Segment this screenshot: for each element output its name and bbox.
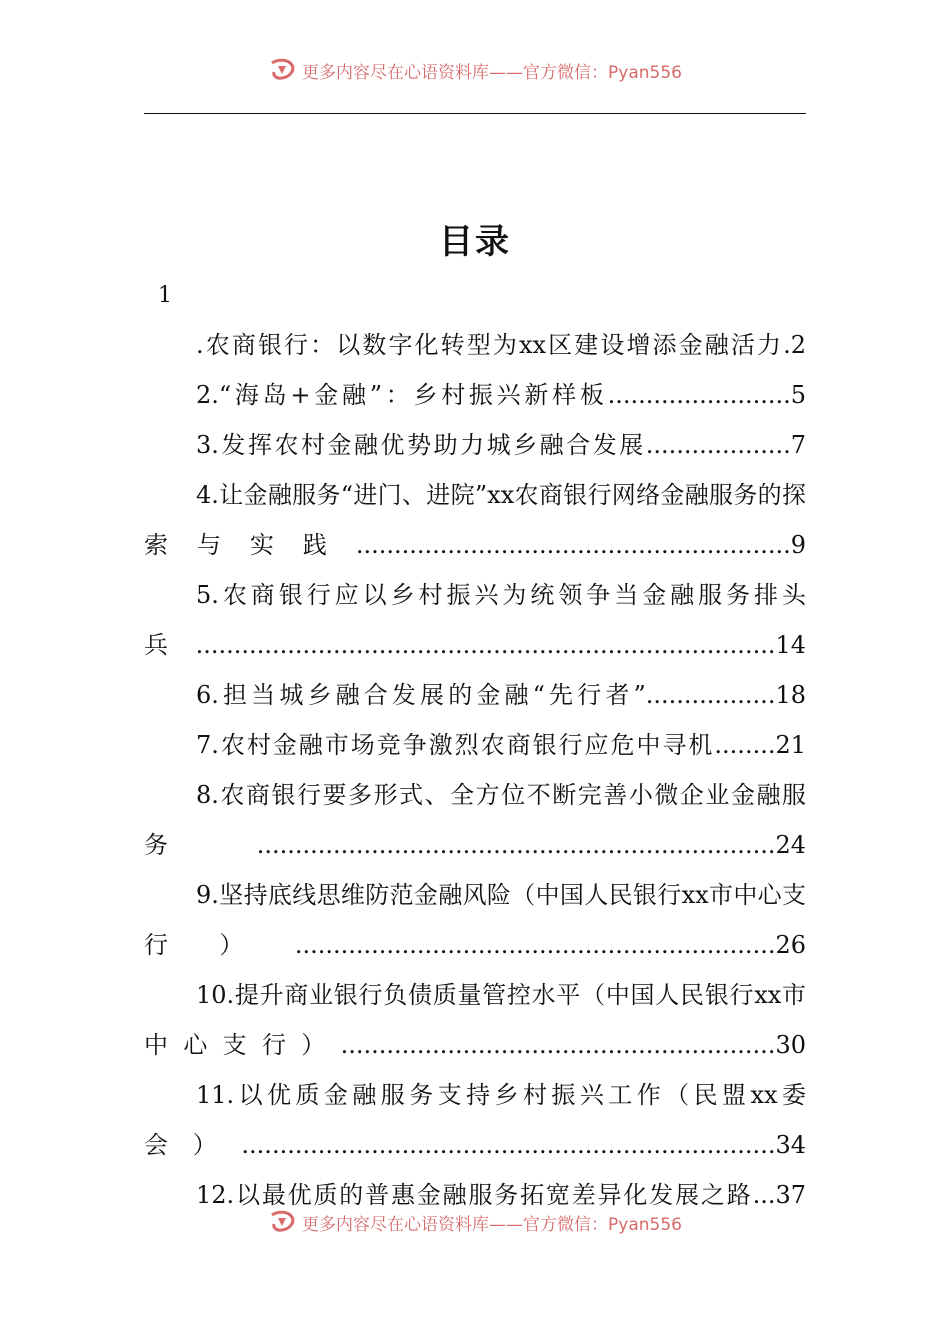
toc-entry-page: 26: [775, 931, 806, 959]
toc-entry-page: 5: [790, 381, 806, 409]
page-title: 目录: [439, 222, 511, 262]
toc-entry-title: 7.农村金融市场竞争激烈农商银行应危中寻机: [196, 731, 715, 759]
toc-entry[interactable]: [144, 670, 806, 720]
toc-entry-title: 4.让金融服务“进门、进院”xx农商银行网络金融服务的探索与实践: [144, 481, 806, 559]
watermark-top: [0, 56, 950, 84]
toc-entry-leader: ...............................................................: [294, 931, 776, 959]
toc-entry[interactable]: [144, 570, 806, 670]
toc-entry-leader: .................: [645, 681, 776, 709]
toc-entry-title: 8.农商银行要多形式、全方位不断完善小微企业金融服务: [144, 781, 806, 859]
toc-entry-title: 6.担当城乡融合发展的金融“先行者”: [196, 681, 646, 709]
toc-entry-title: .农商银行：以数字化转型为xx区建设增添金融活力: [196, 331, 784, 359]
toc-entry-leader: ............................................................................: [195, 631, 776, 659]
toc-entry-title: 5.农商银行应以乡村振兴为统领争当金融服务排头兵: [144, 581, 806, 659]
watermark-logo-icon: [268, 57, 296, 83]
toc-entry-page: 9: [790, 531, 806, 559]
toc-entry-leader: .........................................................: [340, 1031, 776, 1059]
toc-entry-page: 24: [775, 831, 806, 859]
toc-entry[interactable]: [144, 470, 806, 570]
toc-entry-leader: ....................................................................: [256, 831, 776, 859]
toc-entry-title: 11.以优质金融服务支持乡村振兴工作（民盟xx委会）: [144, 1081, 806, 1159]
toc-entry[interactable]: [144, 870, 806, 970]
toc-entry-page: 21: [775, 731, 806, 759]
toc-entry[interactable]: [144, 970, 806, 1070]
watermark-text: 更多内容尽在心语资料库——官方微信：Pyan556: [302, 1214, 682, 1235]
toc-entry[interactable]: [144, 370, 806, 420]
toc-entry-leader: .........................................................: [355, 531, 791, 559]
watermark-text: 更多内容尽在心语资料库——官方微信：Pyan556: [302, 62, 682, 83]
toc-entry-leader: ........: [714, 731, 776, 759]
toc-list: [144, 320, 806, 1220]
toc-entry-leader: ........................: [607, 381, 791, 409]
toc-entry-title: 12.以最优质的普惠金融服务拓宽差异化发展之路: [196, 1181, 753, 1209]
toc-entry-page: 14: [775, 631, 806, 659]
toc-entry-page: 2: [790, 331, 806, 359]
toc-entry-page: 30: [775, 1031, 806, 1059]
toc-entry-page: 37: [775, 1181, 806, 1209]
toc-entry-title: 3.发挥农村金融优势助力城乡融合发展: [196, 431, 646, 459]
toc-entry[interactable]: [144, 770, 806, 870]
toc-entry[interactable]: [144, 720, 806, 770]
toc-entry[interactable]: [144, 320, 806, 370]
toc-entry[interactable]: [144, 1070, 806, 1170]
watermark-bottom: [0, 1208, 950, 1236]
toc-entry[interactable]: [144, 420, 806, 470]
toc-entry-leader: ......................................................................: [241, 1131, 776, 1159]
toc-entry-leader: .: [783, 331, 791, 359]
watermark-logo-icon: [268, 1209, 296, 1235]
toc-lead-number: 1: [158, 283, 172, 308]
toc-entry-page: 18: [775, 681, 806, 709]
toc-entry-title: 10.提升商业银行负债质量管控水平（中国人民银行xx市中心支行）: [144, 981, 806, 1059]
toc-entry-title: 9.坚持底线思维防范金融风险（中国人民银行xx市中心支行）: [144, 881, 806, 959]
toc-entry-title: 2.“海岛+金融”：乡村振兴新样板: [196, 381, 608, 409]
header-rule: [144, 113, 806, 114]
toc-entry-page: 7: [790, 431, 806, 459]
toc-entry-page: 34: [775, 1131, 806, 1159]
toc-entry-leader: ...................: [645, 431, 791, 459]
toc-entry-leader: ...: [752, 1181, 776, 1209]
